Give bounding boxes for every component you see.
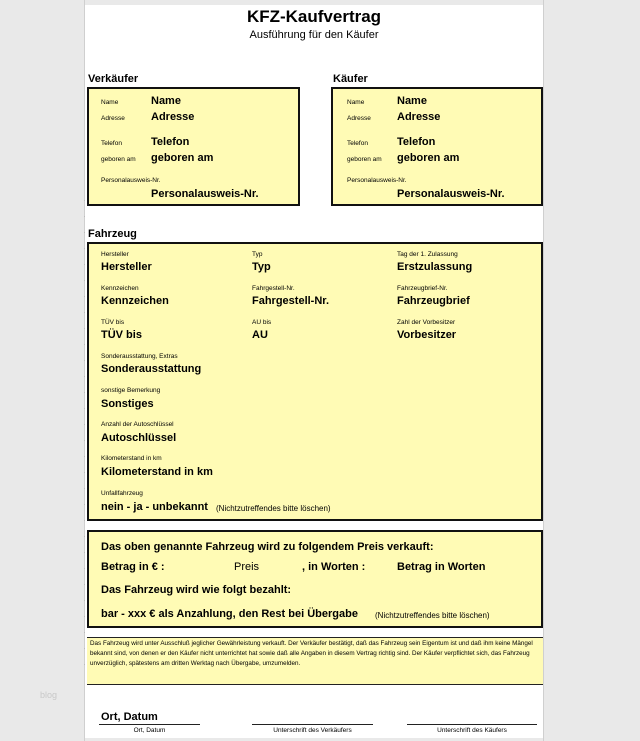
buyer-born-value[interactable]: geboren am xyxy=(397,152,460,164)
seller-address-value[interactable]: Adresse xyxy=(151,111,195,123)
plate-label: Kennzeichen xyxy=(101,285,139,292)
vehicle-doc-value[interactable]: Fahrzeugbrief xyxy=(397,295,470,307)
seller-id-label: Personalausweis-Nr. xyxy=(101,177,161,184)
buyer-signature-line xyxy=(407,724,537,725)
document-title: KFZ-Kaufvertrag xyxy=(246,7,382,26)
keys-label: Anzahl der Autoschlüssel xyxy=(101,421,174,428)
extras-value[interactable]: Sonderausstattung xyxy=(101,363,202,375)
first-registration-label: Tag der 1. Zulassung xyxy=(397,251,458,258)
first-registration-value[interactable]: Erstzulassung xyxy=(397,261,473,273)
owners-label: Zahl der Vorbesitzer xyxy=(397,319,456,326)
buyer-name-label: Name xyxy=(347,99,365,106)
buyer-id-value[interactable]: Personalausweis-Nr. xyxy=(397,188,505,200)
grid-line-right xyxy=(543,0,544,741)
accident-note: (Nichtzutreffendes bitte löschen) xyxy=(216,504,331,513)
owners-value[interactable]: Vorbesitzer xyxy=(397,329,457,341)
buyer-born-label: geboren am xyxy=(347,156,382,163)
seller-born-value[interactable]: geboren am xyxy=(151,152,214,164)
remarks-label: sonstige Bemerkung xyxy=(101,387,161,394)
payment-intro: Das Fahrzeug wird wie folgt bezahlt: xyxy=(101,584,292,596)
keys-value[interactable]: Autoschlüssel xyxy=(101,432,177,444)
place-date-value[interactable]: Ort, Datum xyxy=(101,711,158,723)
seller-name-value[interactable]: Name xyxy=(151,95,181,107)
manufacturer-label: Hersteller xyxy=(101,251,129,258)
seller-phone-label: Telefon xyxy=(101,140,122,147)
watermark-text: blog xyxy=(40,690,58,700)
seller-address-label: Adresse xyxy=(101,115,125,122)
tuv-value[interactable]: TÜV bis xyxy=(101,329,142,341)
price-words-label: , in Worten : xyxy=(302,561,366,573)
remarks-value[interactable]: Sonstiges xyxy=(101,398,154,410)
tuv-label: TÜV bis xyxy=(101,319,125,326)
vehicle-box xyxy=(87,242,543,521)
document-subtitle: Ausführung für den Käufer xyxy=(249,29,379,41)
buyer-phone-label: Telefon xyxy=(347,140,368,147)
seller-signature-caption: Unterschrift des Verkäufers xyxy=(273,727,352,734)
buyer-address-value[interactable]: Adresse xyxy=(397,111,441,123)
au-label: AU bis xyxy=(252,319,272,326)
payment-note: (Nichtzutreffendes bitte löschen) xyxy=(375,611,490,620)
buyer-address-label: Adresse xyxy=(347,115,371,122)
type-label: Typ xyxy=(252,251,263,258)
seller-name-label: Name xyxy=(101,99,119,106)
manufacturer-value[interactable]: Hersteller xyxy=(101,261,152,273)
price-intro: Das oben genannte Fahrzeug wird zu folgendem Preis verkauft: xyxy=(101,541,434,553)
accident-label: Unfallfahrzeug xyxy=(101,490,143,497)
buyer-id-label: Personalausweis-Nr. xyxy=(347,177,407,184)
seller-heading: Verkäufer xyxy=(88,73,139,85)
seller-phone-value[interactable]: Telefon xyxy=(151,136,190,148)
mileage-value[interactable]: Kilometerstand in km xyxy=(101,466,213,478)
seller-born-label: geboren am xyxy=(101,156,136,163)
vehicle-doc-label: Fahrzeugbrief-Nr. xyxy=(397,285,448,292)
type-value[interactable]: Typ xyxy=(252,261,271,273)
price-amount-label: Betrag in € : xyxy=(101,561,165,573)
plate-value[interactable]: Kennzeichen xyxy=(101,295,169,307)
buyer-phone-value[interactable]: Telefon xyxy=(397,136,436,148)
extras-label: Sonderausstattung, Extras xyxy=(101,353,178,360)
buyer-name-value[interactable]: Name xyxy=(397,95,427,107)
mileage-label: Kilometerstand in km xyxy=(101,455,162,462)
disclaimer-text: Das Fahrzeug wird unter Ausschluß jeglicher Gewährleistung verkauft. Der Verkäufer bestätigt, daß das Fahrzeug sein Eigentum ist und daß ihm keine Mängel bekannt sind, von denen er den Käufer nicht unterrichtet hat sowie daß alle Angaben in diesem Vertrag richtig sind. Der Käufer verpflichtet sich, das Fahrzeug unverzüglich, spätestens am dritten Werktag nach Übergabe, umzumelden. xyxy=(87,637,543,685)
accident-value[interactable]: nein - ja - unbekannt xyxy=(101,501,208,513)
price-words-value[interactable]: Betrag in Worten xyxy=(397,561,486,573)
seller-id-value[interactable]: Personalausweis-Nr. xyxy=(151,188,259,200)
vin-value[interactable]: Fahrgestell-Nr. xyxy=(252,295,330,307)
payment-value[interactable]: bar - xxx € als Anzahlung, den Rest bei Übergabe xyxy=(101,608,358,620)
place-date-line xyxy=(99,724,200,725)
vin-label: Fahrgestell-Nr. xyxy=(252,285,295,292)
vehicle-heading: Fahrzeug xyxy=(88,228,137,240)
au-value[interactable]: AU xyxy=(252,329,268,341)
price-amount-value[interactable]: Preis xyxy=(234,561,260,573)
buyer-signature-caption: Unterschrift des Käufers xyxy=(437,727,507,734)
buyer-heading: Käufer xyxy=(333,73,368,85)
place-date-caption: Ort, Datum xyxy=(133,727,166,734)
seller-signature-line xyxy=(252,724,373,725)
